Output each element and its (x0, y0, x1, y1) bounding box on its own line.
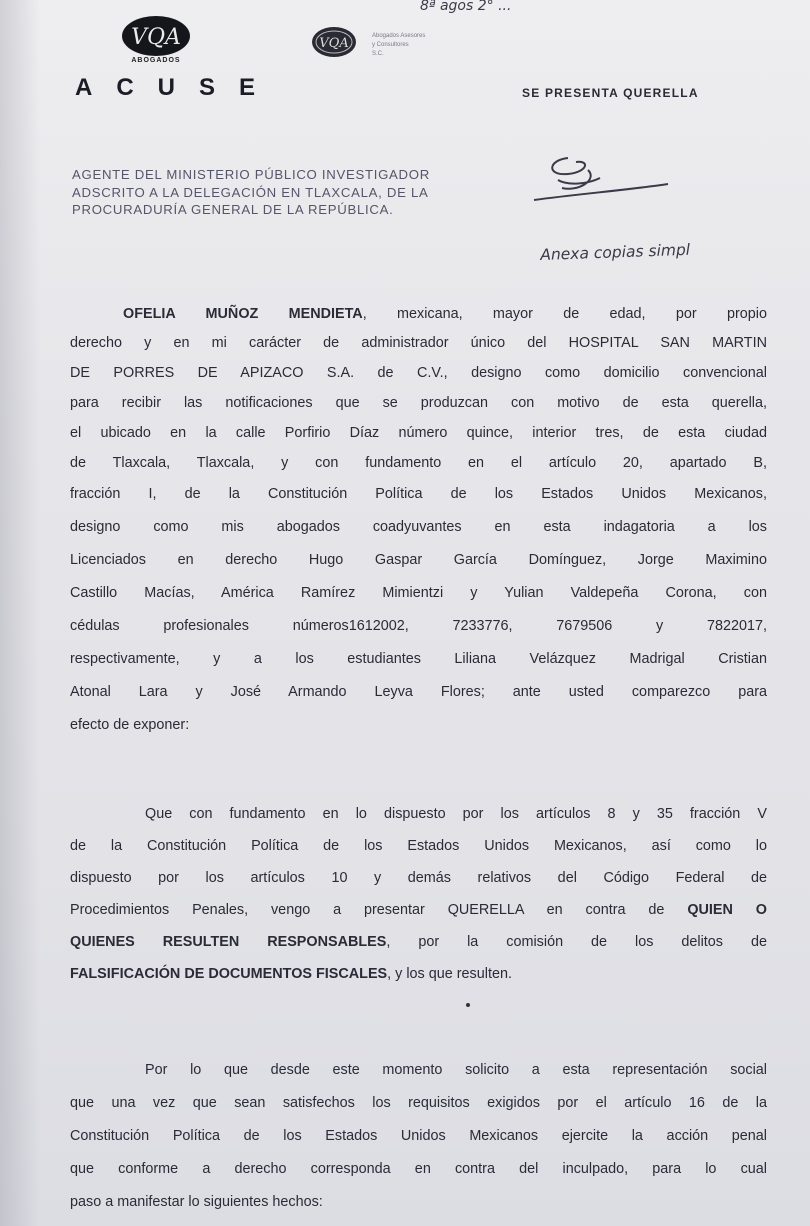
paragraph-text: , y los que resulten. (387, 966, 512, 982)
bold-text: QUIEN O (687, 902, 767, 918)
paragraph-line: respectivamente, y a los estudiantes Liliana Velázquez Madrigal Cristian (70, 651, 767, 667)
bold-text: FALSIFICACIÓN DE DOCUMENTOS FISCALES (70, 966, 388, 982)
bold-text: QUIENES RESULTEN RESPONSABLES (70, 934, 387, 950)
paragraph-line: paso a manifestar lo siguientes hechos: (70, 1194, 323, 1210)
addressee-line: ADSCRITO A LA DELEGACIÓN EN TLAXCALA, DE LA (72, 184, 429, 200)
paragraph-2 (70, 798, 767, 990)
signature-scribble (528, 150, 678, 210)
paragraph-line: el ubicado en la calle Porfirio Díaz número quince, interior tres, de esta ciudad (70, 425, 767, 441)
firm-logo-caption: ABOGADOS (131, 57, 181, 64)
handwritten-annex-note: Anexa copias simpl (540, 240, 691, 264)
subject-line: SE PRESENTA QUERELLA (522, 86, 699, 100)
paragraph-line: de Tlaxcala, Tlaxcala, y con fundamento en el artículo 20, apartado B, (70, 455, 767, 471)
paragraph-text: Por lo que desde este momento solicito a esta representación social (145, 1062, 767, 1078)
paragraph-line: para recibir las notificaciones que se produzcan con motivo de esta querella, (70, 395, 767, 411)
paragraph-text: , por la comisión de los delitos de (386, 934, 767, 950)
paragraph-line: cédulas profesionales números1612002, 7233776, 7679506 y 7822017, (70, 618, 767, 634)
paragraph-line: de la Constitución Política de los Estados Unidos Mexicanos, así como lo (70, 838, 767, 854)
letterhead-small-text-1: Abogados Asesores (372, 33, 426, 39)
paragraph-line: que una vez que sean satisfechos los requisitos exigidos por el artículo 16 de la (70, 1095, 767, 1111)
paragraph-line: Licenciados en derecho Hugo Gaspar García Domínguez, Jorge Maximino (70, 552, 767, 568)
secondary-logo-mark (310, 24, 358, 60)
page-shadow (0, 0, 40, 1226)
paragraph-line: dispuesto por los artículos 10 y demás relativos del Código Federal de (70, 870, 767, 886)
paragraph-line: fracción I, de la Constitución Política de los Estados Unidos Mexicanos, (70, 486, 767, 502)
addressee-line: PROCURADURÍA GENERAL DE LA REPÚBLICA. (72, 202, 394, 217)
paragraph-1 (70, 300, 767, 742)
paragraph-3 (70, 1054, 767, 1219)
stray-mark (466, 1003, 470, 1007)
letterhead-small-text-2: y Consultores (372, 42, 409, 48)
letterhead-small-text-3: S.C. (372, 51, 384, 57)
paragraph-line: que conforme a derecho corresponda en contra del inculpado, para lo cual (70, 1161, 767, 1177)
firm-logo-monogram: VQA (131, 25, 181, 50)
handwritten-top-note: 8ª agos 2° ... (420, 0, 512, 14)
firm-logo (120, 14, 192, 69)
signature (528, 150, 678, 215)
paragraph-text: Que con fundamento en lo dispuesto por los artículos 8 y 35 fracción V (145, 806, 767, 822)
addressee-line: AGENTE DEL MINISTERIO PÚBLICO INVESTIGADOR (72, 167, 430, 182)
complainant-name: OFELIA MUÑOZ MENDIETA (123, 306, 363, 322)
firm-logo-mark (120, 14, 192, 64)
paragraph-line: Constitución Política de los Estados Unidos Mexicanos ejercite la acción penal (70, 1128, 767, 1144)
paragraph-text: Procedimientos Penales, vengo a presentar QUERELLA en contra de (70, 902, 688, 918)
paragraph-line: designo como mis abogados coadyuvantes en esta indagatoria a los (70, 519, 767, 535)
secondary-logo (310, 24, 358, 65)
paragraph-text: , mexicana, mayor de edad, por propio (362, 306, 767, 322)
paragraph-line: efecto de exponer: (70, 717, 190, 733)
paragraph-line: Atonal Lara y José Armando Leyva Flores; ante usted comparezco para (70, 684, 767, 700)
secondary-logo-monogram: VQA (319, 36, 349, 51)
paragraph-line: Castillo Macías, América Ramírez Mimientzi y Yulian Valdepeña Corona, con (70, 585, 767, 601)
addressee-block (72, 166, 542, 219)
paragraph-line: DE PORRES DE APIZACO S.A. de C.V., designo como domicilio convencional (70, 365, 767, 381)
paragraph-line: derecho y en mi carácter de administrador único del HOSPITAL SAN MARTIN (70, 335, 767, 351)
acuse-title: ACUSE (75, 74, 280, 101)
